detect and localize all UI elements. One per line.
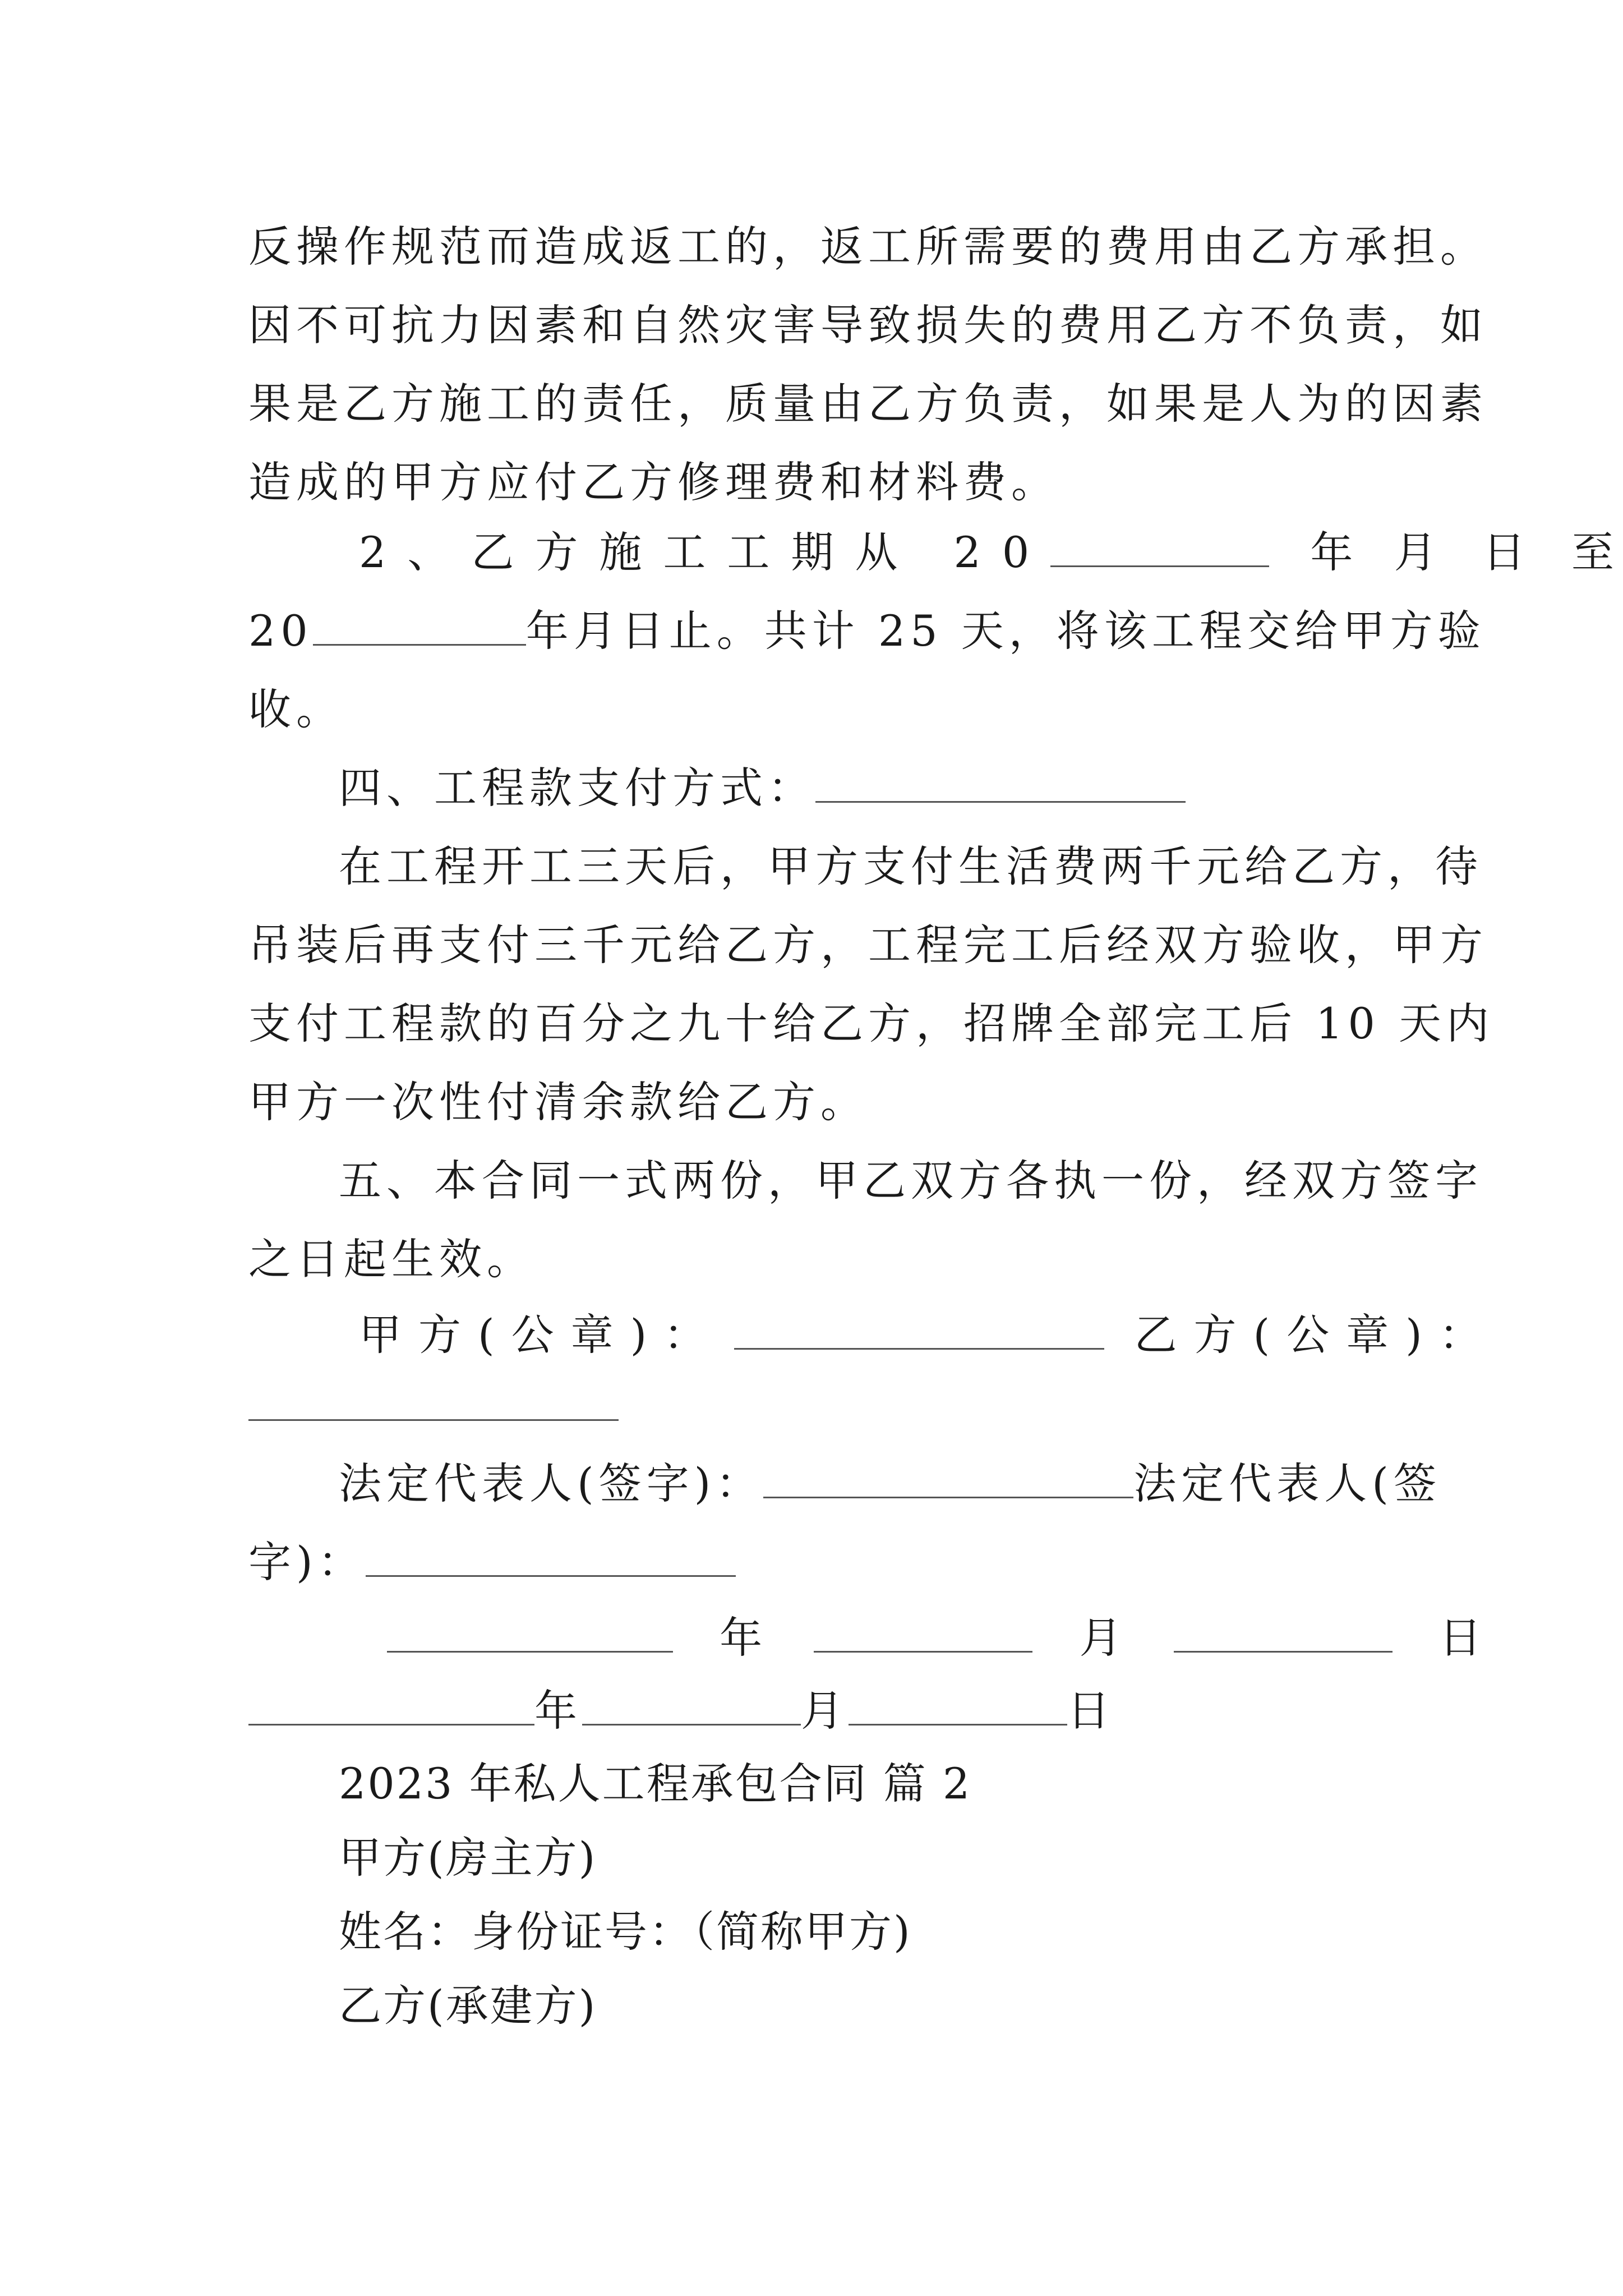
clause-2-line-2 xyxy=(248,603,1486,659)
clause-2-line-1 xyxy=(359,524,1619,581)
part-2-party-a: 甲方(房主方) xyxy=(339,1833,597,1883)
party-b-seal-blank xyxy=(248,1419,619,1421)
clause-2-day: 日 xyxy=(1482,527,1530,577)
paragraph-line-2: 因不可抗力因素和自然灾害导致损失的费用乙方不负责，如 xyxy=(248,300,1488,350)
rep-b-label-part1: 法定代表人(签 xyxy=(1133,1458,1441,1508)
part-2-title: 2023 年私人工程承包合同 篇 2 xyxy=(339,1759,972,1809)
section-4-line-2: 吊装后再支付三千元给乙方，工程完工后经双方验收，甲方 xyxy=(248,920,1488,970)
party-a-seal-label: 甲方(公章)： xyxy=(359,1310,723,1360)
date-b-month-blank xyxy=(582,1685,801,1726)
date-line-1 xyxy=(387,1610,1487,1666)
date-a-month-blank xyxy=(814,1612,1032,1653)
representative-line-2 xyxy=(248,1534,1387,1590)
section-4-heading xyxy=(339,760,1393,816)
seal-line xyxy=(359,1307,1498,1363)
section-4-line-4: 甲方一次性付清余款给乙方。 xyxy=(248,1077,868,1127)
date-a-day-blank xyxy=(1174,1612,1393,1653)
clause-2-year: 年 xyxy=(1310,527,1353,577)
rep-a-label: 法定代表人(签字)： xyxy=(339,1458,764,1508)
party-a-seal-blank xyxy=(734,1309,1104,1350)
clause-2-month: 月 xyxy=(1394,527,1442,577)
payment-method-blank xyxy=(815,762,1186,803)
paragraph-line-4: 造成的甲方应付乙方修理费和材料费。 xyxy=(248,457,1059,507)
date-b-day: 日 xyxy=(1067,1686,1115,1736)
clause-2-prefix: 2、乙方施工工期从 20 xyxy=(359,527,1051,577)
paragraph-line-3: 果是乙方施工的责任，质量由乙方负责，如果是人为的因素 xyxy=(248,379,1488,429)
clause-2-line-2-suffix: 年月日止。共计 25 天，将该工程交给甲方验 xyxy=(525,606,1486,656)
start-date-blank xyxy=(1050,526,1269,567)
end-date-blank xyxy=(313,605,526,646)
date-b-month: 月 xyxy=(801,1686,849,1736)
date-b-year-blank xyxy=(248,1685,534,1726)
date-line-2 xyxy=(248,1683,1387,1739)
section-4-line-1: 在工程开工三天后，甲方支付生活费两千元给乙方，待 xyxy=(339,841,1483,891)
paragraph-line-1: 反操作规范而造成返工的，返工所需要的费用由乙方承担。 xyxy=(248,222,1488,272)
rep-b-blank xyxy=(366,1536,736,1577)
part-2-party-b: 乙方(承建方) xyxy=(339,1981,597,2031)
rep-b-label-part2: 字)： xyxy=(248,1537,366,1587)
clause-2-line-2-prefix: 20 xyxy=(248,606,313,656)
date-a-month: 月 xyxy=(1079,1613,1127,1663)
rep-a-blank xyxy=(763,1457,1133,1498)
clause-2-to: 至 xyxy=(1571,527,1619,577)
date-b-year: 年 xyxy=(534,1686,582,1736)
section-5-line-2: 之日起生效。 xyxy=(248,1234,534,1284)
section-4-line-3: 支付工程款的百分之九十给乙方，招牌全部完工后 10 天内 xyxy=(248,999,1495,1048)
date-a-year-blank xyxy=(387,1612,673,1653)
date-a-day: 日 xyxy=(1438,1613,1487,1663)
party-b-seal-label: 乙方(公章)： xyxy=(1134,1310,1498,1360)
representative-line-1 xyxy=(339,1456,1441,1512)
clause-2-line-3: 收。 xyxy=(248,684,344,734)
date-a-year: 年 xyxy=(720,1613,768,1663)
payment-method-label: 四、工程款支付方式： xyxy=(339,763,815,813)
part-2-id-line: 姓名：身份证号：（简称甲方) xyxy=(339,1907,912,1957)
date-b-day-blank xyxy=(849,1685,1067,1726)
section-5-line-1: 五、本合同一式两份，甲乙双方各执一份，经双方签字 xyxy=(339,1156,1483,1205)
